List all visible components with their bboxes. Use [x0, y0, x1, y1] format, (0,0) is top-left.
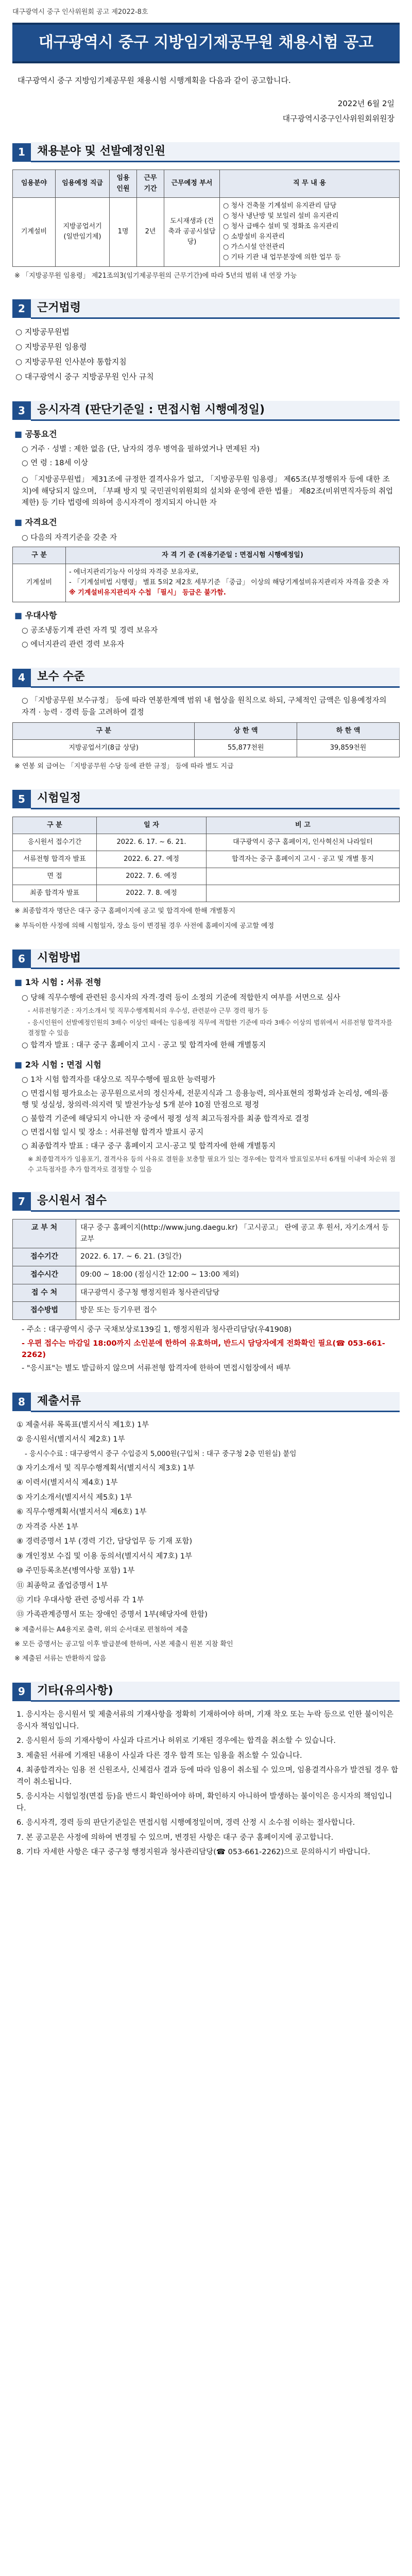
section-4-title [12, 668, 400, 688]
section-2-title [12, 299, 400, 319]
section-number: 1 [12, 143, 31, 162]
method-note: ※ 최종합격자가 임용포기, 결격사유 등의 사유로 결원을 보충할 필요가 있는 경우에는 합격자 발표일로부터 6개월 이내에 차순위 점수 고득점자를 추가 합격자로 결정할 수 있음 [28, 1155, 396, 1173]
apply-value: 09:00 ~ 18:00 (점심시간 12:00 ~ 13:00 제외) [80, 1270, 239, 1279]
section-label: 시험방법 [31, 949, 400, 969]
col-header: 임용분야 [13, 170, 56, 197]
apply-key: 접 수 처 [13, 1284, 76, 1302]
subsection-head [14, 516, 400, 529]
section-number: 8 [12, 1393, 31, 1411]
method-subitem: - 응시인원이 선발예정인원의 3배수 이상인 때에는 임용예정 직무에 적합한 기준에 따라 3배수 이상의 범위에서 서류전형 합격자를 결정할 수 있음 [28, 1019, 392, 1037]
method-item: ○ 면접시험 평가요소는 공무원으로서의 정신자세, 전문지식과 그 응용능력, 의사표현의 정확성과 논리성, 예의·품행 및 성실성, 창의력·의지력 및 발전가능성 5개 분야 10점 만점으로 평정 [22, 1089, 389, 1110]
section-label: 보수 수준 [31, 668, 400, 688]
col-header: 임용 인원 [110, 170, 137, 197]
apply-address: - 주소 : 대구광역시 중구 국채보상로139길 1, 행정지원과 청사관리담당(우41908) [22, 1326, 292, 1334]
list-item: ○ 지방공무원 임용령 [15, 342, 87, 351]
list-item: ○ 지방공무원법 [15, 327, 70, 336]
table-row [13, 564, 400, 602]
col-header: 상 한 액 [195, 723, 297, 740]
etc-list [12, 1709, 400, 1858]
schedule-table [12, 817, 400, 903]
intro-text: 대구광역시 중구 지방임기제공무원 채용시험 시행계획을 다음과 같이 공고합니다. [18, 75, 291, 85]
issuer: 대구광역시중구인사위원회위원장 [282, 114, 394, 124]
list-item: - 응시수수료 : 대구광역시 중구 수입증지 5,000원(구입처 : 대구 중구청 2층 민원실) 붙임 [25, 1449, 297, 1458]
cell: 2022. 6. 17. ~ 6. 21. [97, 834, 207, 851]
apply-postal-note: - 우편 접수는 마감일 18:00까지 소인분에 한하여 유효하며, 반드시 담당자에게 전화확인 필요(☎ 053-661-2262) [22, 1339, 385, 1359]
cell-field: 기계설비 [13, 197, 56, 266]
cell: 39,859천원 [297, 740, 400, 757]
cell-duties [220, 197, 400, 266]
schedule-note: ※ 부득이한 사정에 의해 시험일자, 장소 등이 변경될 경우 사전에 홈페이지에 공고할 예정 [14, 922, 274, 930]
list-item: ○ 대구광역시 중구 지방공무원 인사 규칙 [15, 372, 154, 382]
square-bullet-icon: ■ [14, 517, 23, 527]
cell [207, 885, 400, 902]
section-1-title [12, 142, 400, 162]
duty-item: ○ 기타 기관 내 업무분장에 의한 업무 등 [223, 253, 341, 262]
section-label: 응시자격 (판단기준일 : 면접시험 시행예정일) [31, 401, 400, 421]
col-header: 구 분 [13, 547, 66, 564]
apply-row [12, 1248, 400, 1266]
section-number: 7 [12, 1192, 31, 1211]
page-title: 대구광역시 중구 지방임기제공무원 채용시험 공고 [12, 23, 400, 63]
cell-period: 2년 [137, 197, 164, 266]
section-label: 채용분야 및 선발예정인원 [31, 142, 400, 162]
apply-key: 접수방법 [13, 1302, 76, 1319]
cell-field: 기계설비 [13, 564, 66, 602]
list-item: ⑦ 자격증 사본 1부 [16, 1522, 79, 1531]
table-row [13, 868, 400, 885]
list-item: ⑫ 기타 우대사항 관련 증빙서류 각 1부 [16, 1596, 144, 1604]
subsection-head [14, 1059, 400, 1072]
qual-detail: ○ 「지방공무원법」 제31조에 규정한 결격사유가 없고, 「지방공무원 임용령」 제65조(부정행위자 등에 대한 조치)에 해당되지 않으며, 「부패 방지 및 국민권익위원회의 설치와 운영에 관한 법률」 제82조(비위면직자등의 취업제한) 등 기타 법령에 의하여 응시자격이 정지되지 아니한 자 [22, 476, 393, 507]
col-header: 하 한 액 [297, 723, 400, 740]
cell: 합격자는 중구 홈페이지 고시 · 공고 및 개별 통지 [207, 851, 400, 868]
section-3-title [12, 401, 400, 421]
list-item: ① 제출서류 목록표(별지서식 제1호) 1부 [16, 1420, 149, 1429]
col-header: 구 분 [13, 723, 195, 740]
method-item: ○ 최종합격자 발표 : 대구 중구 홈페이지 고시·공고 및 합격자에 한해 개별통지 [22, 1142, 276, 1150]
col-header: 직 무 내 용 [220, 170, 400, 197]
section-label: 시험일정 [31, 789, 400, 809]
section-number: 9 [12, 1683, 31, 1701]
cell [207, 868, 400, 885]
qual-item: ○ 연 령 : 18세 이상 [22, 459, 89, 467]
apply-value: 대구광역시 중구청 행정지원과 청사관리담당 [80, 1288, 220, 1297]
subsection-label: 1차 시험 : 서류 전형 [25, 977, 101, 987]
license-intro: ○ 다음의 자격기준을 갖춘 자 [22, 533, 117, 542]
section-5-title [12, 789, 400, 809]
list-item: ⑩ 주민등록초본(병역사항 포함) 1부 [16, 1567, 135, 1575]
duty-item: ○ 가스시설 안전관리 [223, 243, 285, 251]
subsection-label: 자격요건 [25, 517, 57, 527]
duty-item: ○ 청사 냉난방 및 보일러 설비 유지관리 [223, 212, 339, 220]
list-item: 2. 응시원서 등의 기재사항이 사실과 다르거나 허위로 기재된 경우에는 합격을 취소할 수 있습니다. [16, 1737, 336, 1745]
section-number: 4 [12, 669, 31, 687]
docs-note: ※ 제출서류는 A4용지로 출력, 위의 순서대로 편철하여 제출 [14, 1625, 188, 1634]
cell: 2022. 6. 27. 예정 [97, 851, 207, 868]
docs-note: ※ 모든 증명서는 공고일 이후 발급분에 한하며, 사본 제출시 원본 지참 확인 [14, 1640, 233, 1649]
criteria-item: - 에너지관리기능사 이상의 자격증 보유자로, [69, 568, 199, 577]
list-item: 3. 제출된 서류에 기재된 내용이 사실과 다른 경우 합격 또는 임용을 취소할 수 있습니다. [16, 1751, 302, 1760]
docs-note: ※ 제출된 서류는 반환하지 않음 [14, 1655, 107, 1663]
list-item: ⑧ 경력증명서 1부 (경력 기간, 담당업무 등 기재 포함) [16, 1537, 193, 1546]
subsection-head [14, 609, 400, 622]
method-item: ○ 1차 시험 합격자를 대상으로 직무수행에 필요한 능력평가 [22, 1076, 216, 1084]
list-item: 5. 응시자는 시험일정(면접 등)을 반드시 확인하여야 하며, 확인하지 아니하여 발생하는 불이익은 응시자의 책임입니다. [16, 1792, 392, 1812]
col-header: 자 격 기 준 (적용기준일 : 면접시험 시행예정일) [66, 547, 400, 564]
apply-value: 2022. 6. 17. ~ 6. 21. (3일간) [80, 1252, 182, 1261]
col-header: 일 자 [97, 817, 207, 834]
apply-row [12, 1266, 400, 1284]
section-label: 근거법령 [31, 299, 400, 319]
subsection-head [14, 976, 400, 989]
section-label: 기타(유의사항) [31, 1682, 400, 1702]
section-7-title [12, 1192, 400, 1212]
method-item: ○ 면접시험 일시 및 장소 : 서류전형 합격자 발표시 공지 [22, 1128, 204, 1137]
list-item: ③ 자기소개서 및 직무수행계획서(별지서식 제3호) 1부 [16, 1464, 195, 1472]
duty-item: ○ 청사 건축물 기계설비 유지관리 담당 [223, 201, 337, 210]
issue-block [12, 98, 394, 125]
list-item: 1. 응시자는 응시원서 및 제출서류의 기재사항을 정확히 기재하여야 하며, 기재 착오 또는 누락 등으로 인한 불이익은 응시자 책임입니다. [16, 1710, 393, 1731]
pref-item: ○ 에너지관리 관련 경력 보유자 [22, 640, 125, 649]
section-6-title [12, 949, 400, 969]
list-item: 7. 본 공고문은 사정에 의하여 변경될 수 있으며, 변경된 사항은 대구 중구 홈페이지에 공고합니다. [16, 1833, 334, 1842]
section-8-title [12, 1392, 400, 1412]
cell: 대구광역시 중구 홈페이지, 인사혁신처 나라일터 [207, 834, 400, 851]
list-item: ⑨ 개인정보 수집 및 이용 동의서(별지서식 제7호) 1부 [16, 1552, 193, 1561]
cell: 55,877천원 [195, 740, 297, 757]
method-item: ○ 불합격 기준에 해당되지 아니한 자 중에서 평정 성적 최고득점자를 최종 합격자로 결정 [22, 1114, 310, 1123]
method-subitem: - 서류전형기준 : 자기소개서 및 직무수행계획서의 우수성, 관련분야 근무 경력 평가 등 [28, 1006, 268, 1014]
section-number: 5 [12, 790, 31, 808]
col-header: 근무 기간 [137, 170, 164, 197]
list-item: ⑬ 가족관계증명서 또는 장애인 증명서 1부(해당자에 한함) [16, 1611, 208, 1619]
salary-intro: ○ 「지방공무원 보수규정」 등에 따라 연봉한계액 범위 내 협상을 원칙으로 하되, 구체적인 금액은 임용예정자의 자격 · 능력 · 경력 등을 고려하여 결정 [22, 697, 387, 717]
docs-list [12, 1419, 400, 1621]
cell-dept: 도시재생과 (건축과 공공시설담당) [164, 197, 220, 266]
method-item: ○ 합격자 발표 : 대구 중구 홈페이지 고시 · 공고 및 합격자에 한해 개별통지 [22, 1041, 266, 1050]
apply-row [12, 1284, 400, 1302]
duty-item: ○ 소방설비 유지관리 [223, 233, 285, 241]
subsection-head [14, 428, 400, 441]
table-row [13, 851, 400, 868]
section-label: 응시원서 접수 [31, 1192, 400, 1212]
apply-value: 방문 또는 등기우편 접수 [80, 1306, 157, 1315]
qual-item: ○ 거주 · 성별 : 제한 없음 (단, 남자의 경우 병역을 필하였거나 면제된 자) [22, 445, 260, 454]
method-item: ○ 당해 직무수행에 관련된 응시자의 자격·경력 등이 소정의 기준에 적합한지 여부를 서면으로 심사 [22, 993, 340, 1002]
cell: 2022. 7. 6. 예정 [97, 868, 207, 885]
table-row [13, 834, 400, 851]
cell: 지방공업서기(8급 상당) [13, 740, 195, 757]
cell-criteria [66, 564, 400, 602]
apply-inquiry: - "응시표"는 별도 발급하지 않으며 서류전형 합격자에 한하여 면접시험장에서 배부 [22, 1364, 291, 1373]
cell-grade: 지방공업서기 (일반임기제) [56, 197, 110, 266]
subsection-label: 우대사항 [25, 610, 57, 620]
list-item: ② 응시원서(별지서식 제2호) 1부 [16, 1435, 125, 1444]
col-header: 비 고 [207, 817, 400, 834]
col-header: 임용예정 직급 [56, 170, 110, 197]
square-bullet-icon: ■ [14, 1059, 23, 1070]
pref-item: ○ 공조냉동기계 관련 자격 및 경력 보유자 [22, 626, 158, 635]
table-row [13, 885, 400, 902]
square-bullet-icon: ■ [14, 977, 23, 987]
schedule-note: ※ 최종합격자 명단은 대구 중구 홈페이지에 공고 및 합격자에 한해 개별통지 [14, 907, 235, 916]
col-header: 근무예정 부서 [164, 170, 220, 197]
subsection-label: 2차 시험 : 면접 시험 [25, 1059, 101, 1070]
list-item: 4. 최종합격자는 임용 전 신원조사, 신체검사 결과 등에 따라 임용이 취소될 수 있으며, 임용결격사유가 발견될 경우 합격이 취소됩니다. [16, 1766, 399, 1786]
subsection-label: 공통요건 [25, 429, 57, 439]
list-item: 6. 응시자격, 경력 등의 판단기준일은 면접시험 시행예정일이며, 경력 산정 시 소수점 이하는 절사합니다. [16, 1819, 355, 1827]
apply-key: 접수기간 [13, 1248, 76, 1266]
apply-key: 교 부 처 [13, 1219, 76, 1248]
square-bullet-icon: ■ [14, 429, 23, 439]
section-label: 제출서류 [31, 1392, 400, 1412]
apply-box [12, 1219, 400, 1320]
license-table [12, 547, 400, 602]
apply-row [12, 1219, 400, 1248]
list-item: ⑤ 자기소개서(별지서식 제5호) 1부 [16, 1493, 132, 1502]
criteria-item: ※ 기계설비유지관리자 수첩 「필시」 등급은 불가함. [69, 589, 226, 597]
salary-table [12, 722, 400, 757]
recruit-table [12, 170, 400, 266]
cell: 응시원서 접수기간 [13, 834, 97, 851]
cell: 서류전형 합격자 발표 [13, 851, 97, 868]
section-9-title [12, 1682, 400, 1702]
cell: 최종 합격자 발표 [13, 885, 97, 902]
law-list [12, 326, 400, 383]
cell: 2022. 7. 8. 예정 [97, 885, 207, 902]
list-item: 8. 기타 자세한 사항은 대구 중구청 행정지원과 청사관리담당(☎ 053-661-2262)으로 문의하시기 바랍니다. [16, 1848, 370, 1857]
cell: 면 접 [13, 868, 97, 885]
duty-item: ○ 청사 급배수 설비 및 정화조 유지관리 [223, 222, 339, 230]
col-header: 구 분 [13, 817, 97, 834]
section-number: 6 [12, 950, 31, 968]
apply-value: 대구 중구 홈페이지(http://www.jung.daegu.kr) 「고시공고」 란에 공고 후 원서, 자기소개서 등 교부 [80, 1223, 389, 1243]
cell-count: 1명 [110, 197, 137, 266]
table-row [13, 740, 400, 757]
apply-key: 접수시간 [13, 1266, 76, 1284]
apply-row [12, 1302, 400, 1320]
recruit-note: ※ 「지방공무원 임용령」 제21조의3(임기제공무원의 근무기간)에 따라 5년의 범위 내 연장 가능 [14, 272, 297, 280]
list-item: ⑪ 최종학교 졸업증명서 1부 [16, 1581, 108, 1590]
section-number: 2 [12, 299, 31, 318]
square-bullet-icon: ■ [14, 610, 23, 620]
list-item: ④ 이력서(별지서식 제4호) 1부 [16, 1479, 118, 1487]
notice-number: 대구광역시 중구 인사위원회 공고 제2022-8호 [12, 8, 148, 16]
list-item: ⑥ 직무수행계획서(별지서식 제6호) 1부 [16, 1508, 147, 1517]
issue-date: 2022년 6월 2일 [337, 98, 394, 108]
table-row [13, 197, 400, 266]
section-number: 3 [12, 401, 31, 420]
salary-note: ※ 연봉 외 급여는 「지방공무원 수당 등에 관한 규정」 등에 따라 별도 지급 [14, 762, 234, 770]
criteria-item: - 「기계설비법 시행령」 별표 5의2 제2호 세부기준 「중급」 이상의 해당기계설비유지관리자 자격을 갖춘 자 [69, 579, 389, 587]
list-item: ○ 지방공무원 인사분야 통합지침 [15, 357, 127, 367]
